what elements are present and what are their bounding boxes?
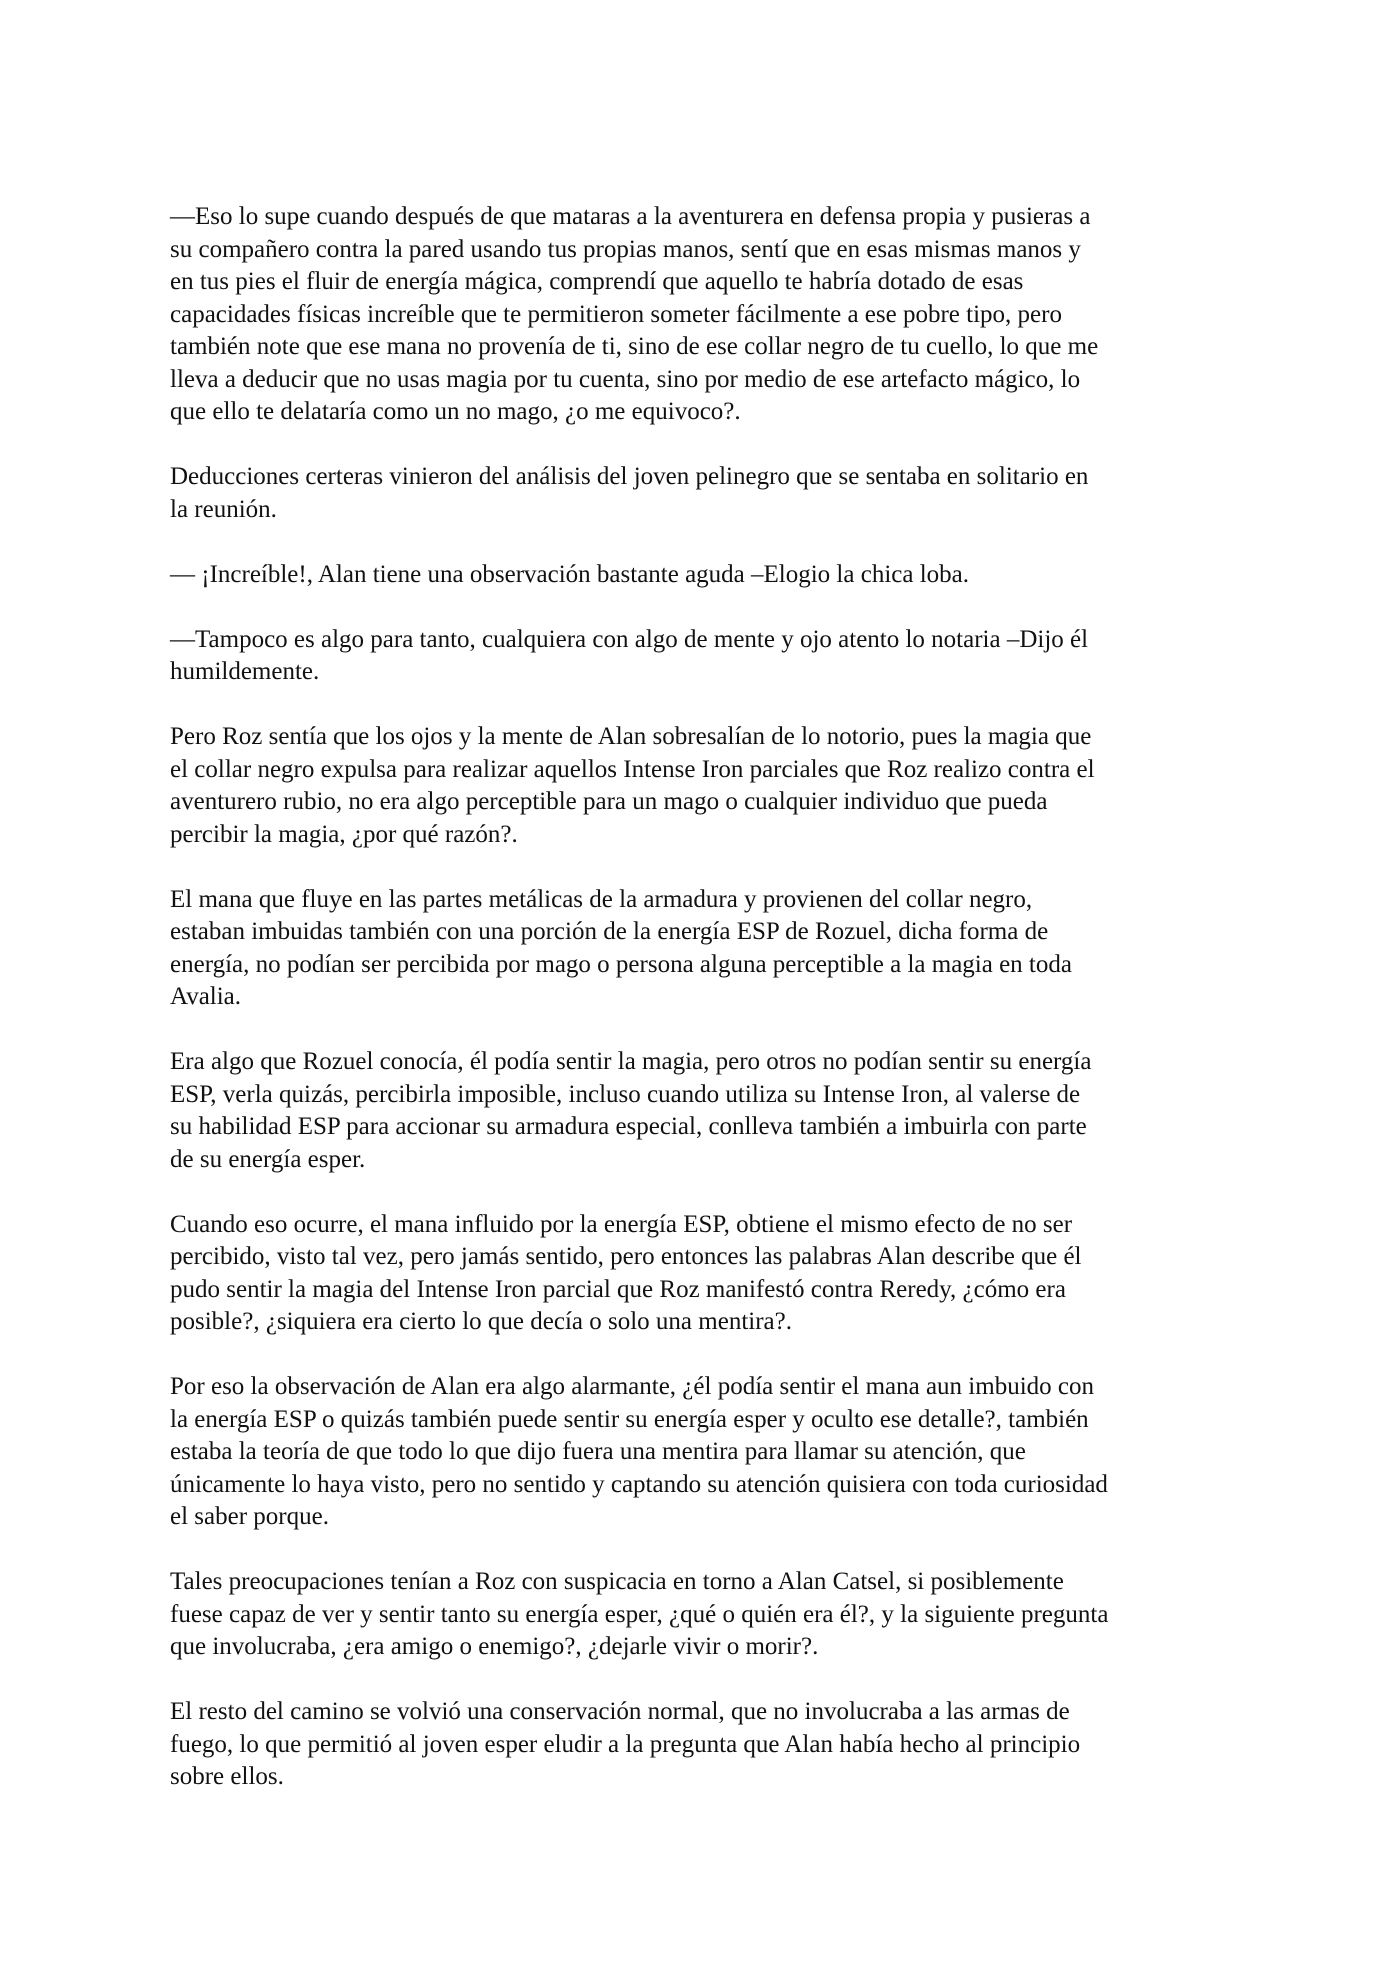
paragraph-1: —Eso lo supe cuando después de que mataras a la aventurera en defensa propia y pusieras a su compañero contra la pared usando tus propias manos, sentí que en esas mismas manos y en tus pies el fluir de energía mágica, comprendí que aquello te habría dotado de esas capacidades físicas increíble que te permitieron someter fácilmente a ese pobre tipo, pero también note que ese mana no provenía de ti, sino de ese collar negro de tu cuello, lo que me lleva a deducir que no usas magia por tu cuenta, sino por medio de ese artefacto mágico, lo que ello te delataría como un no mago, ¿o me equivoco?. bbox=[170, 203, 1099, 425]
paragraph-11: El resto del camino se volvió una conservación normal, que no involucraba a las armas de fuego, lo que permitió al joven esper eludir a la pregunta que Alan había hecho al principio sobre ellos. bbox=[170, 1698, 1081, 1790]
paragraph-10: Tales preocupaciones tenían a Roz con suspicacia en torno a Alan Catsel, si posiblemente fuese capaz de ver y sentir tanto su energía esper, ¿qué o quién era él?, y la siguiente pregunta que involucraba, ¿era amigo o enemigo?, ¿dejarle vivir o morir?. bbox=[170, 1568, 1109, 1660]
paragraph-2: Deducciones certeras vinieron del análisis del joven pelinegro que se sentaba en solitario en la reunión. bbox=[170, 463, 1089, 523]
paragraph-8: Cuando eso ocurre, el mana influido por la energía ESP, obtiene el mismo efecto de no ser percibido, visto tal vez, pero jamás sentido, pero entonces las palabras Alan describe que él pudo sentir la magia del Intense Iron parcial que Roz manifestó contra Reredy, ¿cómo era posible?, ¿siquiera era cierto lo que decía o solo una mentira?. bbox=[170, 1210, 1082, 1335]
document-body bbox=[170, 201, 1230, 1826]
paragraph-5: Pero Roz sentía que los ojos y la mente de Alan sobresalían de lo notorio, pues la magia que el collar negro expulsa para realizar aquellos Intense Iron parciales que Roz realizo contra el aventurero rubio, no era algo perceptible para un mago o cualquier individuo que pueda percibir la magia, ¿por qué razón?. bbox=[170, 723, 1095, 848]
paragraph-9: Por eso la observación de Alan era algo alarmante, ¿él podía sentir el mana aun imbuido con la energía ESP o quizás también puede sentir su energía esper y oculto ese detalle?, también estaba la teoría de que todo lo que dijo fuera una mentira para llamar su atención, que únicamente lo haya visto, pero no sentido y captando su atención quisiera con toda curiosidad el saber porque. bbox=[170, 1373, 1108, 1530]
paragraph-4: —Tampoco es algo para tanto, cualquiera con algo de mente y ojo atento lo notaria –Dijo él humildemente. bbox=[170, 625, 1089, 685]
paragraph-6: El mana que fluye en las partes metálicas de la armadura y provienen del collar negro, estaban imbuidas también con una porción de la energía ESP de Rozuel, dicha forma de energía, no podían ser percibida por mago o persona alguna perceptible a la magia en toda Avalia. bbox=[170, 885, 1072, 1010]
paragraph-7: Era algo que Rozuel conocía, él podía sentir la magia, pero otros no podían sentir su energía ESP, verla quizás, percibirla imposible, incluso cuando utiliza su Intense Iron, al valerse de su habilidad ESP para accionar su armadura especial, conlleva también a imbuirla con parte de su energía esper. bbox=[170, 1048, 1092, 1173]
paragraph-3: — ¡Increíble!, Alan tiene una observación bastante aguda –Elogio la chica loba. bbox=[170, 560, 969, 588]
